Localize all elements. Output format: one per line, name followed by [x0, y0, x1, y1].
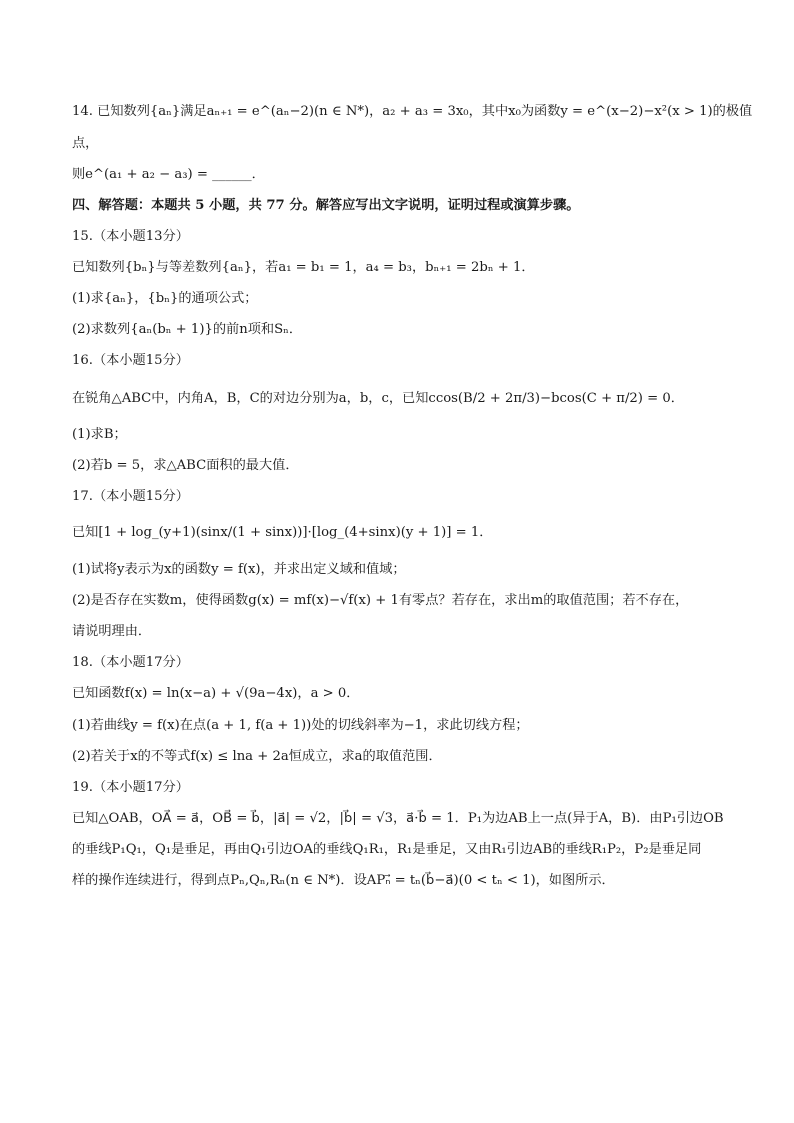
problem-15-heading: 15.（本小题13分） — [72, 229, 189, 244]
problem-14-line-1: 14. 已知数列{aₙ}满足aₙ₊₁ = e^(aₙ−2)(n ∈ N*)，a₂ + a₃ = 3x₀，其中x₀为函数y = e^(x−2)−x²(x > 1)的极值 — [72, 104, 753, 119]
problem-17-question-1: (1)试将y表示为x的函数y = f(x)，并求出定义域和值域； — [72, 562, 406, 577]
problem-15-question-2: (2)求数列{aₙ(bₙ + 1)}的前n项和Sₙ． — [72, 322, 303, 337]
problem-16-heading: 16.（本小题15分） — [72, 353, 189, 368]
problem-18-heading: 18.（本小题17分） — [72, 655, 189, 670]
problem-18-statement: 已知函数f(x) = ln(x−a) + √(9a−4x)，a > 0． — [72, 686, 360, 701]
problem-17-question-2: (2)是否存在实数m，使得函数g(x) = mf(x)−√f(x) + 1有零点？若存在，求出m的取值范围；若不存在， — [72, 593, 689, 608]
problem-19-statement-2: 的垂线P₁Q₁，Q₁是垂足，再由Q₁引边OA的垂线Q₁R₁，R₁是垂足，又由R₁引边AB的垂线R₁P₂，P₂是垂足同 — [72, 842, 702, 857]
problem-16-statement: 在锐角△ABC中，内角A，B，C的对边分别为a，b，c，已知ccos(B/2 + 2π/3)−bcos(C + π/2) = 0． — [72, 391, 684, 406]
problem-15-question-1: (1)求{aₙ}，{bₙ}的通项公式； — [72, 291, 258, 306]
problem-14-line-2: 点， — [72, 136, 99, 151]
problem-15-statement: 已知数列{bₙ}与等差数列{aₙ}，若a₁ = b₁ = 1，a₄ = b₃，bₙ₊₁ = 2bₙ + 1． — [72, 260, 535, 275]
problem-14-line-3: 则e^(a₁ + a₂ − a₃) = ______． — [72, 167, 265, 182]
problem-17-heading: 17.（本小题15分） — [72, 489, 189, 504]
problem-17-statement: 已知[1 + log_(y+1)(sinx/(1 + sinx))]·[log_(4+sinx)(y + 1)] = 1． — [72, 525, 493, 540]
problem-18-question-2: (2)若关于x的不等式f(x) ≤ lna + 2a恒成立，求a的取值范围． — [72, 749, 442, 764]
problem-19-statement-1: 已知△OAB，OA⃗ = a⃗，OB⃗ = b⃗，|a⃗| = √2，|b⃗| = √3，a⃗·b⃗ = 1．P₁为边AB上一点(异于A，B)．由P₁引边OB — [72, 811, 724, 826]
problem-19-statement-3: 样的操作连续进行，得到点Pₙ,Qₙ,Rₙ(n ∈ N*)．设APₙ⃗ = tₙ(b⃗−a⃗)(0 < tₙ < 1)，如图所示． — [72, 873, 615, 888]
problem-16-question-1: (1)求B； — [72, 427, 127, 442]
problem-19-heading: 19.（本小题17分） — [72, 780, 189, 795]
problem-17-question-2-cont: 请说明理由． — [72, 624, 152, 639]
problem-18-question-1: (1)若曲线y = f(x)在点(a + 1, f(a + 1))处的切线斜率为−1，求此切线方程； — [72, 718, 529, 733]
section-4-heading: 四、解答题：本题共 5 小题，共 77 分。解答应写出文字说明，证明过程或演算步骤。 — [72, 198, 580, 213]
problem-16-question-2: (2)若b = 5，求△ABC面积的最大值． — [72, 458, 299, 473]
